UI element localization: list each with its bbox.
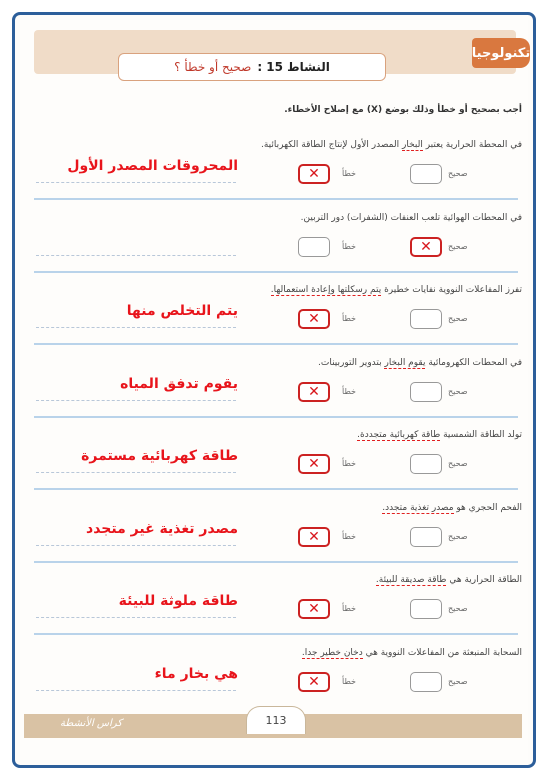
row-separator — [34, 488, 518, 490]
x-mark-icon: ✕ — [420, 238, 432, 255]
correction-line — [36, 690, 236, 691]
true-checkbox[interactable] — [410, 599, 442, 619]
correction-line — [36, 617, 236, 618]
true-checkbox[interactable] — [410, 382, 442, 402]
correction-answer: طاقة كهربائية مستمرة — [81, 448, 238, 464]
underlined-phrase: يتم رسكلتها وإعادة استعمالها. — [270, 285, 382, 295]
footer-book-title: كراس الأنشطة — [60, 718, 123, 729]
question-text-part: في المحطات الكهرومائية — [425, 357, 522, 368]
false-checkbox[interactable] — [298, 672, 330, 692]
question-text-part: السحابة المنبعثة من المفاعلات النووية هي — [362, 647, 522, 658]
false-checkbox[interactable] — [298, 599, 330, 619]
activity-label: النشاط 15 : — [257, 60, 330, 74]
row-separator — [34, 416, 518, 418]
correction-answer: المحروقات المصدر الأول — [67, 158, 238, 174]
true-checkbox[interactable] — [410, 672, 442, 692]
row-separator — [34, 343, 518, 345]
true-checkbox[interactable] — [410, 237, 442, 257]
underlined-phrase: دخان خطير جدا. — [301, 647, 363, 658]
x-mark-icon: ✕ — [308, 528, 320, 545]
x-mark-icon: ✕ — [308, 166, 320, 182]
correction-answer: يتم التخلص منها — [126, 303, 238, 319]
true-label: صحيح — [448, 531, 468, 541]
x-mark-icon: ✕ — [308, 383, 320, 400]
subject-tab: تكنولوجيا — [472, 38, 530, 68]
false-label: خطأ — [342, 169, 356, 178]
x-mark-icon: ✕ — [308, 311, 320, 327]
correction-answer: مصدر تغذية غير متجدد — [86, 520, 238, 537]
correction-line — [36, 255, 236, 256]
correction-answer: طاقة ملوثة للبيئة — [118, 593, 238, 609]
true-label: صحيح — [448, 169, 468, 178]
question-text-part: الفحم الحجري هو — [453, 502, 522, 513]
question-text — [318, 358, 522, 368]
x-mark-icon: ✕ — [308, 601, 320, 617]
true-label: صحيح — [448, 314, 468, 323]
row-separator — [34, 633, 518, 635]
true-label: صحيح — [448, 676, 468, 686]
correction-line — [36, 182, 236, 183]
correction-line — [36, 400, 236, 401]
question-text-part: الطاقة الحرارية هي — [446, 575, 522, 585]
row-separator — [34, 198, 518, 200]
row-separator — [34, 561, 518, 563]
correction-answer: هي بخار ماء — [154, 665, 238, 682]
false-label: خطأ — [342, 531, 356, 541]
question-text — [271, 285, 522, 295]
question-text — [382, 503, 522, 513]
true-checkbox[interactable] — [410, 309, 442, 329]
activity-title: صحيح أو خطأ ؟ — [174, 60, 252, 74]
question-text — [357, 430, 522, 440]
underlined-phrase: البخار — [401, 140, 423, 150]
instructions: أجب بصحيح أو خطأ وذلك بوضع (X) مع إصلاح الأخطاء. — [284, 105, 522, 115]
underlined-phrase: مصدر تغذية متجدد. — [382, 502, 454, 513]
question-text-part: بتدوير التوربينات. — [318, 357, 385, 368]
false-label: خطأ — [342, 604, 356, 613]
false-checkbox[interactable] — [298, 309, 330, 329]
question-text-part: المصدر الأول لإنتاج الطاقة الكهربائية. — [260, 140, 402, 150]
question-text-part: تولد الطاقة الشمسية — [440, 430, 522, 440]
false-label: خطأ — [342, 386, 356, 396]
activity-title-box — [118, 53, 386, 81]
false-checkbox[interactable] — [298, 164, 330, 184]
true-checkbox[interactable] — [410, 454, 442, 474]
false-checkbox[interactable] — [298, 382, 330, 402]
question-text-part: تفرز المفاعلات النووية نفايات خطيرة — [381, 285, 522, 295]
false-label: خطأ — [342, 459, 356, 468]
true-label: صحيح — [448, 241, 468, 251]
correction-line — [36, 472, 236, 473]
underlined-phrase: يقوم البخار — [384, 357, 426, 368]
true-label: صحيح — [448, 604, 468, 613]
page-number: 113 — [246, 706, 306, 734]
question-text — [302, 648, 522, 658]
false-label: خطأ — [342, 676, 356, 686]
question-text — [261, 140, 522, 150]
row-separator — [34, 271, 518, 273]
x-mark-icon: ✕ — [308, 456, 320, 472]
true-label: صحيح — [448, 459, 468, 468]
false-label: خطأ — [342, 241, 356, 251]
correction-line — [36, 545, 236, 546]
true-checkbox[interactable] — [410, 164, 442, 184]
question-text — [301, 213, 522, 223]
question-text-part: في المحطات الهوائية تلعب العنفات (الشفرات) دور التربين. — [300, 212, 522, 223]
correction-answer: يقوم تدفق المياه — [120, 375, 238, 392]
question-text-part: في المحطة الحرارية يعتبر — [422, 140, 522, 150]
false-checkbox[interactable] — [298, 527, 330, 547]
false-checkbox[interactable] — [298, 237, 330, 257]
question-text — [376, 575, 522, 585]
true-label: صحيح — [448, 386, 468, 396]
false-checkbox[interactable] — [298, 454, 330, 474]
x-mark-icon: ✕ — [308, 673, 320, 690]
underlined-phrase: طاقة كهربائية متجددة. — [357, 430, 441, 440]
correction-line — [36, 327, 236, 328]
true-checkbox[interactable] — [410, 527, 442, 547]
underlined-phrase: طاقة صديقة للبيئة. — [375, 575, 447, 585]
false-label: خطأ — [342, 314, 356, 323]
